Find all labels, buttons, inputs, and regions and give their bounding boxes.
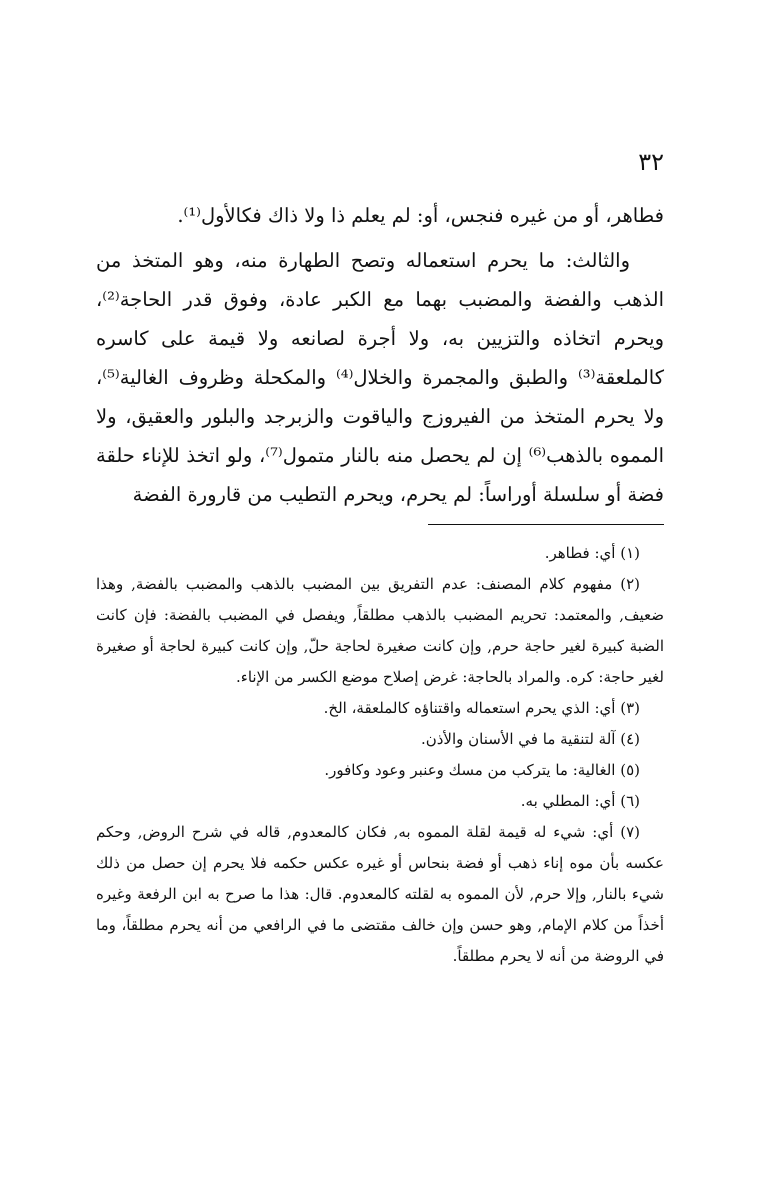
main-paragraph: والثالث: ما يحرم استعماله وتصح الطهارة منه، وهو المتخذ من الذهب والفضة والمضبب بهما مع الكبر عادة، وفوق قدر الحاجة⁽²⁾، ويحرم اتخاذه والتزيين به، ولا أجرة لصانعه ولا قيمة على كاسره كالملعقة⁽³⁾ والطبق والمجمرة والخلال⁽⁴⁾ والمكحلة وظروف الغالية⁽⁵⁾، ولا يحرم المتخذ من الفيروزج والياقوت والزبرجد والبلور والعقيق، ولا المموه بالذهب⁽⁶⁾ إن لم يحصل منه بالنار متمول⁽⁷⁾، ولو اتخذ للإناء حلقة فضة أو سلسلة أوراساً: لم يحرم، ويحرم التطيب من قارورة الفضة bbox=[96, 249, 664, 506]
footnote-separator bbox=[428, 524, 664, 525]
footnotes-section bbox=[96, 538, 664, 972]
book-page bbox=[96, 0, 664, 1201]
footnote: (١) أي: فطاهر. bbox=[544, 544, 640, 562]
footnote: (٢) مفهوم كلام المصنف: عدم التفريق بين المضبب بالذهب والمضبب بالفضة, وهذا ضعيف, والمعتمد: تحريم المضبب بالذهب مطلقاً, ويفصل في المضبب بالفضة: فإن كانت الضبة كبيرة لغير حاجة حرم, وإن كانت صغيرة لحاجة حلّ, وإن كانت كبيرة لحاجة أو صغيرة لغير حاجة: كره. والمراد بالحاجة: غرض إصلاح موضع الكسر من الإناء. bbox=[96, 575, 664, 686]
footnote: (٥) الغالية: ما يتركب من مسك وعنبر وعود وكافور. bbox=[324, 761, 640, 779]
page-number: ٣٢ bbox=[638, 148, 664, 176]
footnote: (٦) أي: المطلي به. bbox=[520, 792, 640, 810]
main-paragraph: فطاهر، أو من غيره فنجس، أو: لم يعلم ذا ولا ذاك فكالأول⁽¹⁾. bbox=[177, 204, 664, 227]
main-body-text bbox=[96, 196, 664, 514]
footnote: (٣) أي: الذي يحرم استعماله واقتناؤه كالملعقة، الخ. bbox=[323, 699, 640, 717]
footnote: (٧) أي: شيء له قيمة لقلة المموه به, فكان كالمعدوم, قاله في شرح الروض, وحكم عكسه بأن موه إناء ذهب أو فضة بنحاس أو غيره عكس حكمه فلا يحرم إن حصل من ذلك شيء بالنار, وإلا حرم, لأن المموه به لقلته كالمعدوم. قال: هذا ما صرح به ابن الرفعة وغيره أخذاً من كلام الإمام, وهو حسن وإن خالف مقتضى ما في الرافعي من أنه يحرم مطلقاً، وما في الروضة من أنه لا يحرم مطلقاً. bbox=[96, 823, 664, 965]
footnote: (٤) آلة لتنقية ما في الأسنان والأذن. bbox=[420, 730, 640, 748]
